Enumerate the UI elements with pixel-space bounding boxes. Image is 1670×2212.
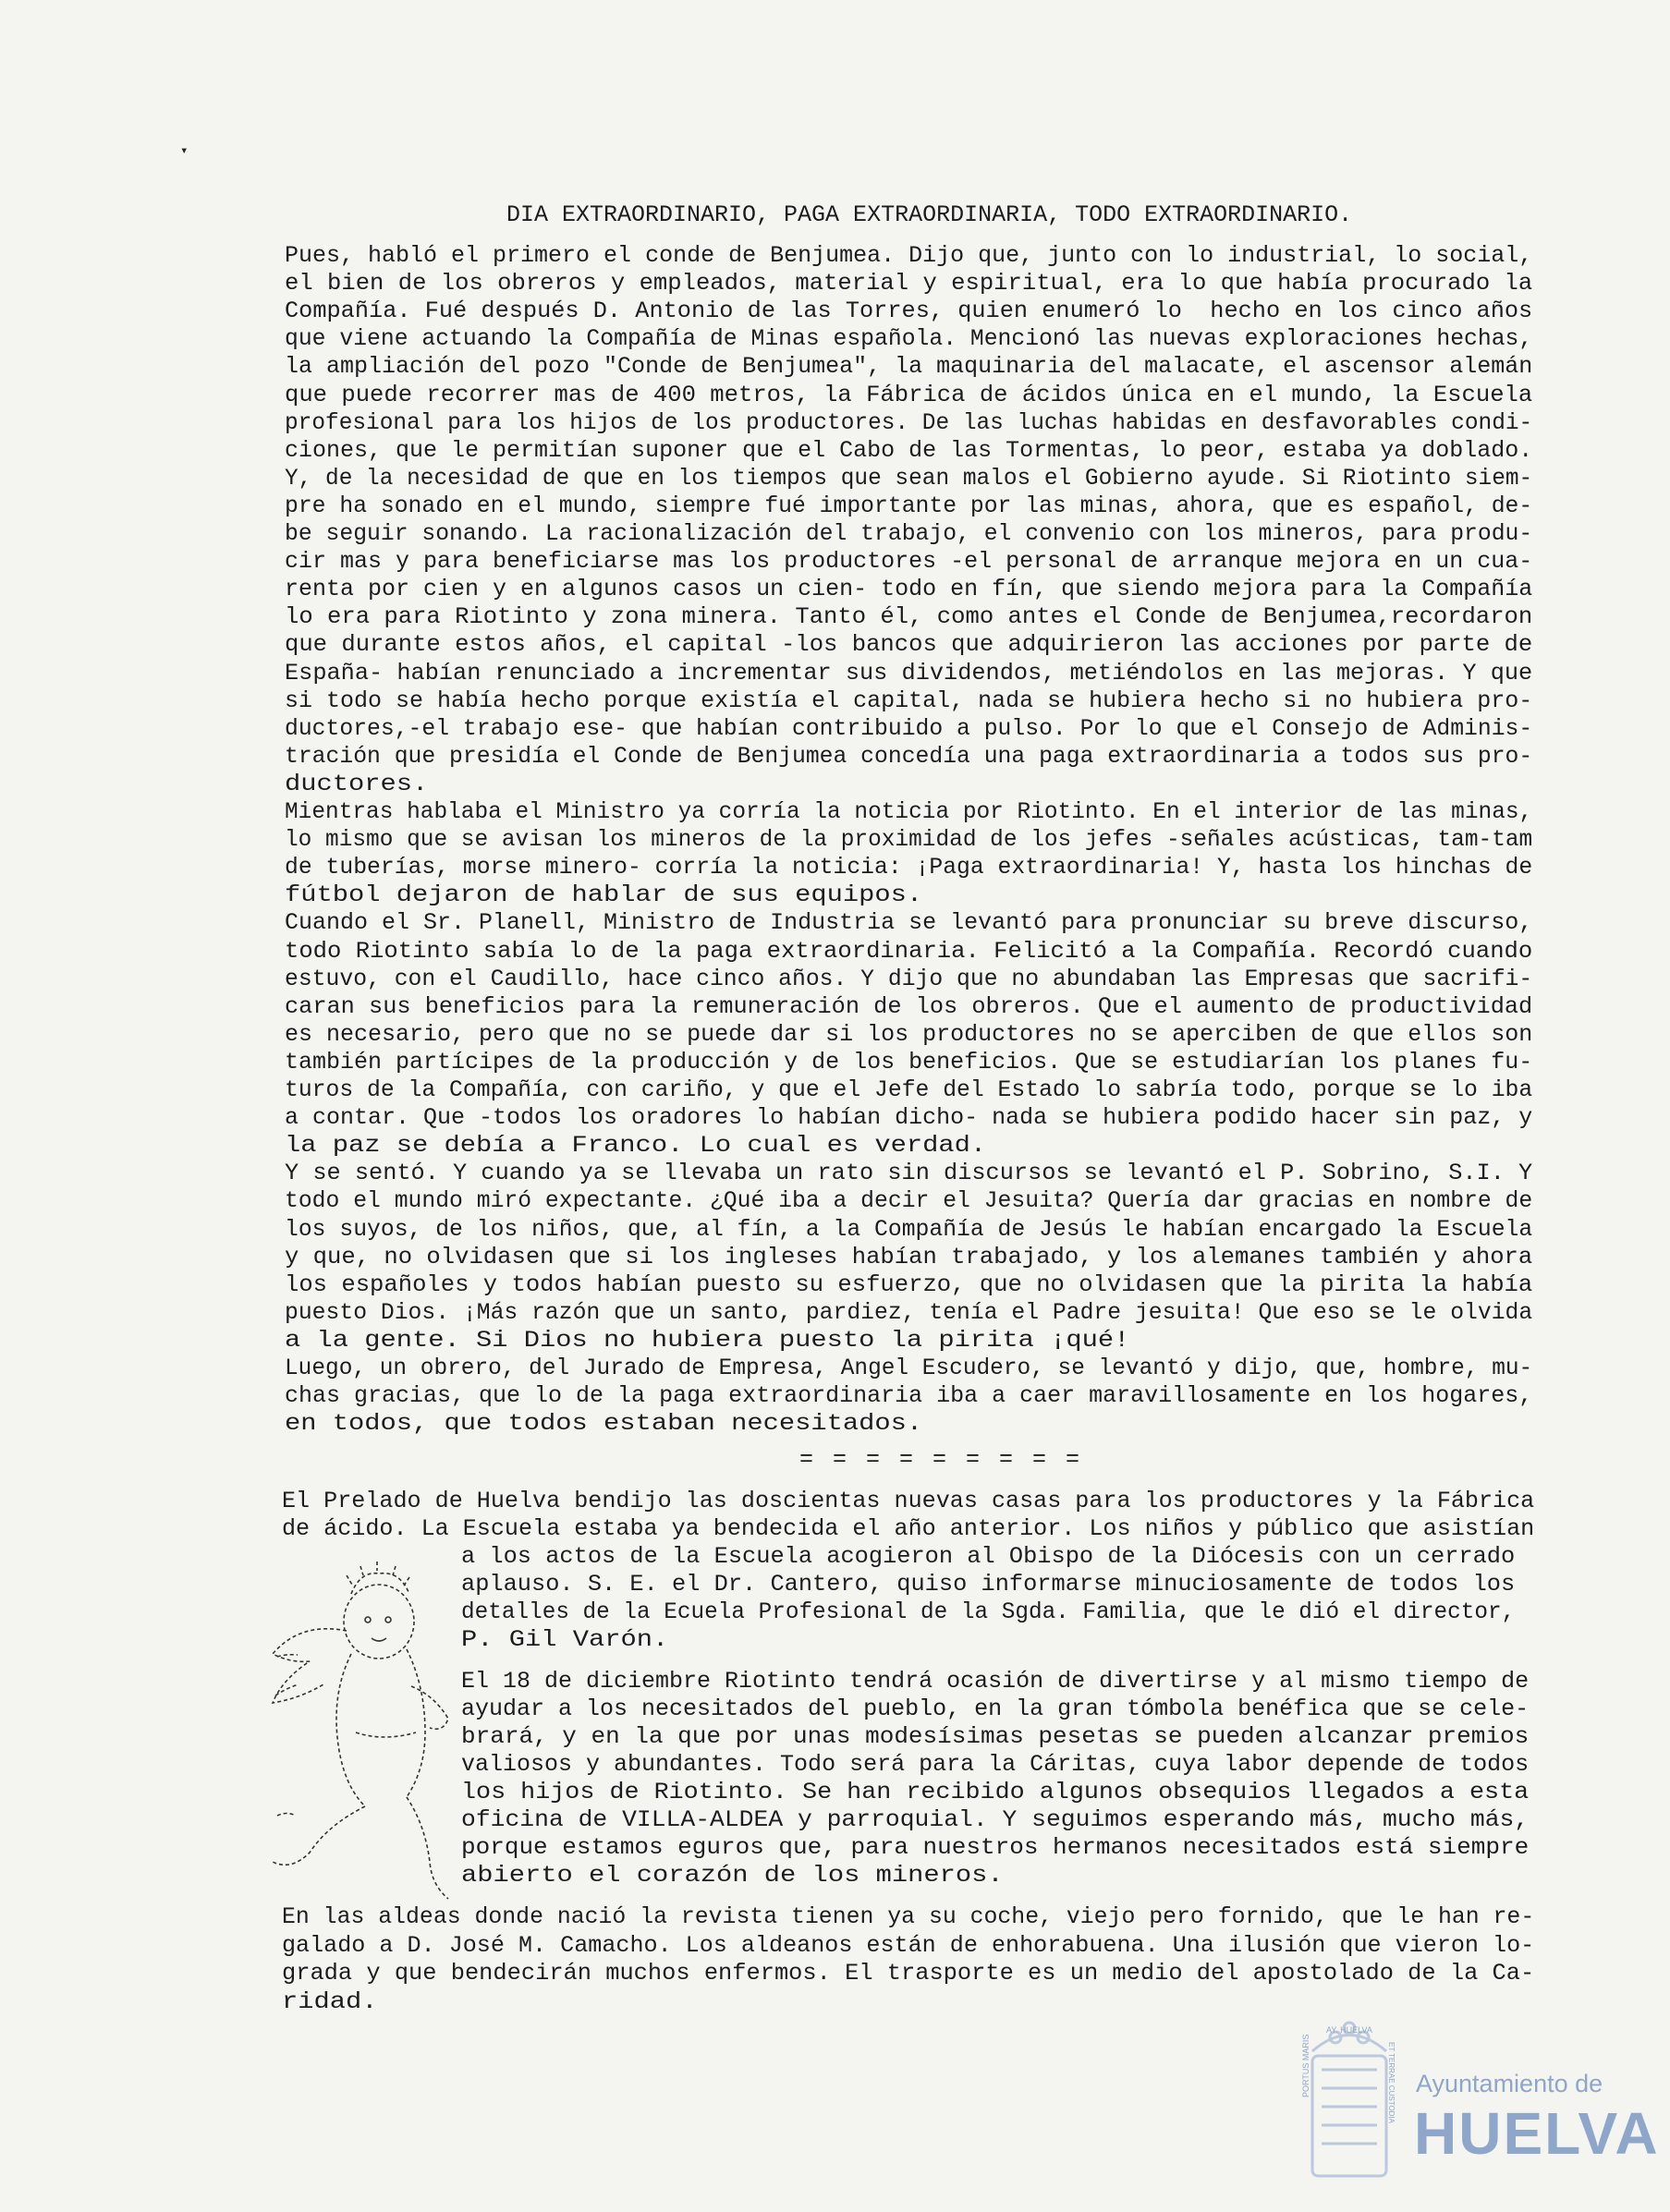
- text-line: lo era para Riotinto y zona minera. Tanto él, como antes el Conde de Benjumea,recordaron: [285, 603, 1533, 631]
- text-line: grada y que bendecirán muchos enfermos. El trasporte es un medio del apostolado de la Ca-: [282, 1960, 1535, 1987]
- text-line: pre ha sonado en el mundo, siempre fué importante por las minas, ahora, que es español, de-: [285, 492, 1533, 519]
- text-line: profesional para los hijos de los productores. De las luchas habidas en desfavorables condi-: [285, 408, 1533, 436]
- text-line: porque estamos eguros que, para nuestros hermanos necesitados está siempre: [461, 1834, 1530, 1861]
- text-line: brará, y en la que por unas modesísimas pesetas se pueden alcanzar premios: [461, 1723, 1530, 1750]
- text-line: es necesario, pero que no se puede dar si los productores no se aperciben de que ellos son: [285, 1020, 1533, 1048]
- text-line: ayudar a los necesitados del pueblo, en la gran tómbola benéfica que se cele-: [461, 1695, 1530, 1722]
- text-line: si todo se había hecho porque existía el capital, nada se hubiera hecho si no hubiera pro-: [285, 687, 1533, 714]
- text-line: Pues, habló el primero el conde de Benjumea. Dijo que, junto con lo industrial, lo social,: [285, 242, 1533, 269]
- text-line: los españoles y todos habían puesto su esfuerzo, que no olvidasen que la pirita la había: [285, 1270, 1533, 1298]
- text-line: Cuando el Sr. Planell, Ministro de Industria se levantó para pronunciar su breve discurso,: [285, 909, 1533, 937]
- text-line: todo el mundo miró expectante. ¿Qué iba a decir el Jesuita? Quería dar gracias en nombre de: [285, 1187, 1533, 1215]
- section-divider: = = = = = = = = =: [799, 1446, 1083, 1473]
- text-line: Y se sentó. Y cuando ya se llevaba un rato sin discursos se levantó el P. Sobrino, S.I. Y: [285, 1160, 1533, 1187]
- text-line: El 18 de diciembre Riotinto tendrá ocasión de divertirse y al mismo tiempo de: [461, 1668, 1530, 1695]
- text-line: detalles de la Ecuela Profesional de la Sgda. Familia, que le dió el director,: [461, 1598, 1516, 1625]
- text-line: caran sus beneficios para la remuneración de los obreros. Que el aumento de productividad: [285, 992, 1533, 1020]
- text-line: oficina de VILLA-ALDEA y parroquial. Y seguimos esperando más, mucho más,: [461, 1806, 1530, 1833]
- watermark-line-1: Ayuntamiento de: [1416, 2070, 1603, 2097]
- text-line: y que, no olvidasen que si los ingleses habían trabajado, y los alemanes también y ahora: [285, 1243, 1533, 1270]
- text-line: también partícipes de la producción y de los beneficios. Que se estudiarían los planes fu-: [285, 1048, 1533, 1076]
- text-line: todo Riotinto sabía lo de la paga extraordinaria. Felicitó a la Compañía. Recordó cuando: [285, 937, 1533, 965]
- text-line: ductores.: [285, 770, 429, 797]
- text-line: cir mas y para beneficiarse mas los productores -el personal de arranque mejora en un cua-: [285, 548, 1533, 576]
- text-line: Compañía. Fué después D. Antonio de las Torres, quien enumeró lo hecho en los cinco años: [285, 298, 1533, 325]
- text-line: el bien de los obreros y empleados, material y espiritual, era lo que había procurado la: [285, 270, 1533, 298]
- text-line: Y, de la necesidad de que en los tiempos que sean malos el Gobierno ayude. Si Riotinto siem-: [285, 464, 1533, 492]
- text-line: P. Gil Varón.: [461, 1626, 669, 1653]
- text-line: que puede recorrer mas de 400 metros, la Fábrica de ácidos única en el mundo, la Escuela: [285, 381, 1533, 408]
- angel-sketch-icon: [259, 1538, 471, 1917]
- text-line: lo mismo que se avisan los mineros de la proximidad de los jefes -señales acústicas, tam-tam: [285, 826, 1533, 854]
- text-line: puesto Dios. ¡Más razón que un santo, pardiez, tenía el Padre jesuita! Que eso se le olvida: [285, 1298, 1533, 1326]
- text-line: a la gente. Si Dios no hubiera puesto la pirita ¡qué!: [285, 1326, 1130, 1354]
- text-line: be seguir sonando. La racionalización del trabajo, el convenio con los mineros, para produ-: [285, 520, 1533, 547]
- text-line: El Prelado de Huelva bendijo las doscientas nuevas casas para los productores y la Fábrica: [282, 1488, 1535, 1514]
- text-line: tración que presidía el Conde de Benjumea concedía una paga extraordinaria a todos sus pro-: [285, 742, 1533, 770]
- text-line: renta por cien y en algunos casos un cien- todo en fín, que siendo mejora para la Compañía: [285, 576, 1533, 603]
- text-line: los suyos, de los niños, que, al fín, a la Compañía de Jesús le habían encargado la Escuela: [285, 1215, 1533, 1243]
- text-line: turos de la Compañía, con cariño, y que el Jefe del Estado lo sabría todo, porque se lo iba: [285, 1076, 1533, 1103]
- watermark-line-2: HUELVA: [1414, 2100, 1660, 2167]
- text-line: abierto el corazón de los mineros.: [461, 1862, 1004, 1889]
- text-line: de ácido. La Escuela estaba ya bendecida el año anterior. Los niños y público que asistían: [282, 1515, 1535, 1542]
- text-line: los hijos de Riotinto. Se han recibido algunos obsequios llegados a esta: [461, 1779, 1530, 1805]
- text-line: que durante estos años, el capital -los bancos que adquirieron las acciones por parte de: [285, 631, 1533, 659]
- text-line: chas gracias, que lo de la paga extraordinaria iba a caer maravillosamente en los hogares,: [285, 1382, 1533, 1410]
- text-line: aplauso. S. E. el Dr. Cantero, quiso informarse minuciosamente de todos los: [461, 1571, 1516, 1598]
- text-line: galado a D. José M. Camacho. Los aldeanos están de enhorabuena. Una ilusión que vieron lo-: [282, 1931, 1535, 1959]
- watermark-seal-left: PORTUS MARIS: [1301, 2034, 1310, 2097]
- text-line: Mientras hablaba el Ministro ya corría la noticia por Riotinto. En el interior de las minas,: [285, 798, 1533, 825]
- text-line: estuvo, con el Caudillo, hace cinco años. Y dijo que no abundaban las Empresas que sacrifi-: [285, 965, 1533, 992]
- text-line: que viene actuando la Compañía de Minas española. Mencionó las nuevas exploraciones hechas,: [285, 325, 1533, 353]
- text-line: ridad.: [282, 1987, 378, 2015]
- text-line: a los actos de la Escuela acogieron al Obispo de la Diócesis con un cerrado: [461, 1543, 1516, 1570]
- text-line: ciones, que le permitían suponer que el Cabo de las Tormentas, lo peor, estaba ya doblado.: [285, 436, 1533, 464]
- text-line: Luego, un obrero, del Jurado de Empresa, Angel Escudero, se levantó y dijo, que, hombre, mu-: [285, 1355, 1533, 1381]
- document-title: DIA EXTRAORDINARIO, PAGA EXTRAORDINARIA, TODO EXTRAORDINARIO.: [506, 201, 1353, 228]
- text-line: ductores,-el trabajo ese- que habían contribuido a pulso. Por lo que el Consejo de Adminis-: [285, 714, 1533, 742]
- text-line: la paz se debía a Franco. Lo cual es verdad.: [285, 1132, 987, 1160]
- text-line: España- habían renunciado a incrementar sus dividendos, metiéndolos en las mejoras. Y que: [285, 659, 1533, 687]
- text-line: valiosos y abundantes. Todo será para la Cáritas, cuya labor depende de todos: [461, 1751, 1530, 1778]
- text-line: fútbol dejaron de hablar de sus equipos.: [285, 881, 923, 909]
- text-line: de tuberías, morse minero- corría la noticia: ¡Paga extraordinaria! Y, hasta los hinchas de: [285, 854, 1533, 881]
- text-line: En las aldeas donde nació la revista tienen ya su coche, viejo pero fornido, que le han re-: [282, 1903, 1535, 1930]
- pen-mark: ▾: [180, 144, 189, 159]
- text-line: en todos, que todos estaban necesitados.: [285, 1410, 923, 1438]
- text-line: a contar. Que -todos los oradores lo habían dicho- nada se hubiera podido hacer sin paz, y: [285, 1104, 1533, 1132]
- watermark-seal-top: AY. HUELVA: [1326, 2025, 1372, 2035]
- text-line: la ampliación del pozo "Conde de Benjumea", la maquinaria del malacate, el ascensor alemán: [285, 353, 1533, 381]
- watermark-seal-right: ET TERRAE CUSTODIA: [1387, 2042, 1396, 2124]
